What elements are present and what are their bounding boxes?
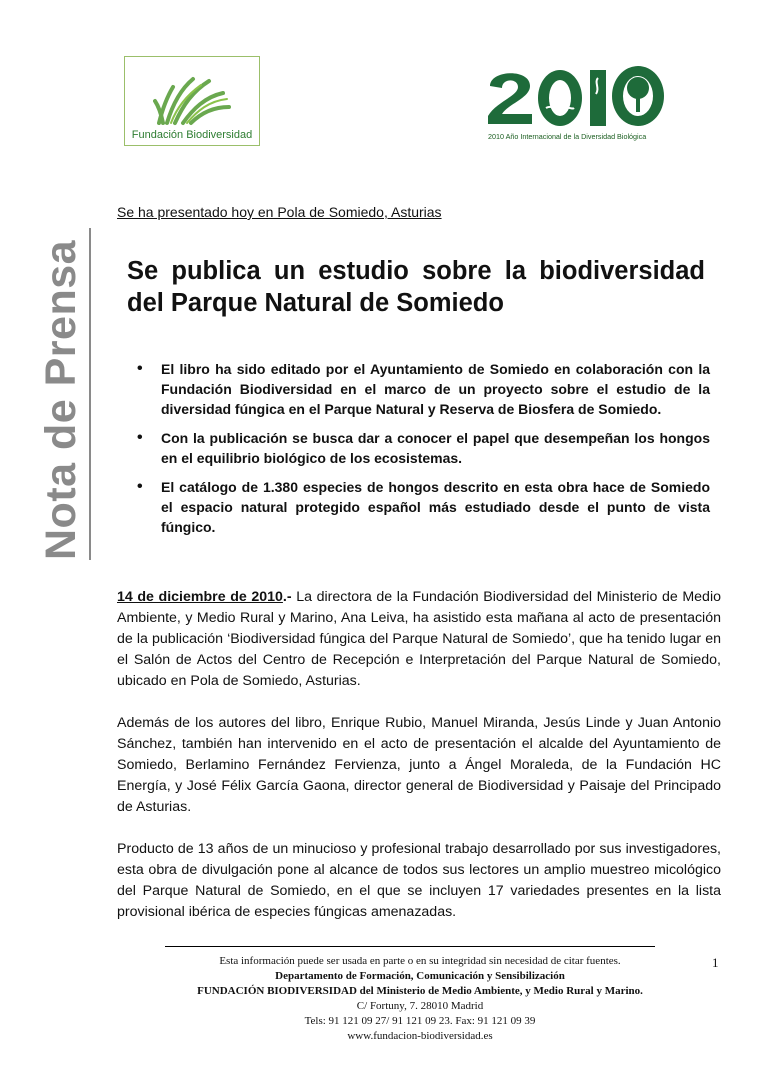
headline: Se publica un estudio sobre la biodiversidad del Parque Natural de Somiedo [127,257,705,317]
paragraph-1-text: La directora de la Fundación Biodiversidad del Ministerio de Medio Ambiente, y Medio Rural y Marino, Ana Leiva, ha asistido esta mañana al acto de presentación de la publicación ‘Biodiversidad fúngica del Parque Natural de Somiedo’, que ha tenido lugar en el Salón de Actos del Centro de Recepción e Interpretación del Parque Natural de Somiedo, ubicado en Pola de Somiedo, Asturias. [117,589,721,689]
dateline-dash: .- [282,589,292,605]
footer-address: C/ Fortuny, 7. 28010 Madrid [356,1000,484,1012]
side-title-rule [89,228,91,560]
side-title-nota-de-prensa: Nota de Prensa [37,239,85,560]
footer-disclaimer: Esta información puede ser usada en parte o en su integridad sin necesidad de citar fuentes. [219,955,621,967]
place-line: Se ha presentado hoy en Pola de Somiedo, Asturias [117,204,442,220]
footer [150,954,690,1044]
footer-department: Departamento de Formación, Comunicación y Sensibilización [275,970,565,982]
paragraph-2: Además de los autores del libro, Enrique Rubio, Manuel Miranda, Jesús Linde y Juan Antonio Sánchez, también han intervenido en el acto de presentación el alcalde del Ayuntamiento de Somiedo, Berlamino Fernández Fervienza, junto a Ángel Moraleda, de la Fundación HC Energía, y José Félix García Gaona, director general de Biodiversidad y Paisaje del Principado de Asturias. [117,715,721,815]
dateline: 14 de diciembre de 2010 [117,589,283,605]
footer-website-link[interactable]: www.fundacion-biodiversidad.es [347,1030,493,1042]
bullet-item: • El libro ha sido editado por el Ayuntamiento de Somiedo en colaboración con la Fundación Biodiversidad en el marco de un proyecto sobre el estudio de la diversidad fúngica en el Parque Natural y Reserva de Biosfera de Somiedo. [137,359,710,419]
biodiversity-2010-emblem-icon [486,62,682,130]
footer-phones: Tels: 91 121 09 27/ 91 121 09 23. Fax: 91 121 09 39 [304,1015,536,1027]
summary-bullets [137,359,710,546]
year-caption: 2010 Año Internacional de la Diversidad Biológica [488,132,647,141]
bullet-item: • Con la publicación se busca dar a conocer el papel que desempeñan los hongos en el equilibrio biológico de los ecosistemas. [137,428,710,468]
paragraph-3: Producto de 13 años de un minucioso y profesional trabajo desarrollado por sus investigadores, esta obra de divulgación pone al alcance de todos sus lectores un amplio muestreo micológico del Parque Natural de Somiedo, en el que se incluyen 17 variedades presentes en la lista provisional ibérica de especies fúngicas amenazadas. [117,841,721,920]
footer-rule [165,946,655,947]
fundacion-biodiversidad-logo [124,56,260,146]
bullet-item: • El catálogo de 1.380 especies de hongos descrito en esta obra hace de Somiedo el espacio natural protegido español más estudiado desde el punto de vista fúngico. [137,477,710,537]
article-body [117,587,721,944]
paragraph-1 [117,587,721,692]
page-number: 1 [712,955,719,970]
grass-icon [153,67,233,127]
footer-organization: FUNDACIÓN BIODIVERSIDAD del Ministerio de Medio Ambiente, y Medio Rural y Marino. [197,985,643,997]
foundation-name: Fundación Biodiversidad [131,129,253,141]
year-2010-logo [486,62,682,146]
